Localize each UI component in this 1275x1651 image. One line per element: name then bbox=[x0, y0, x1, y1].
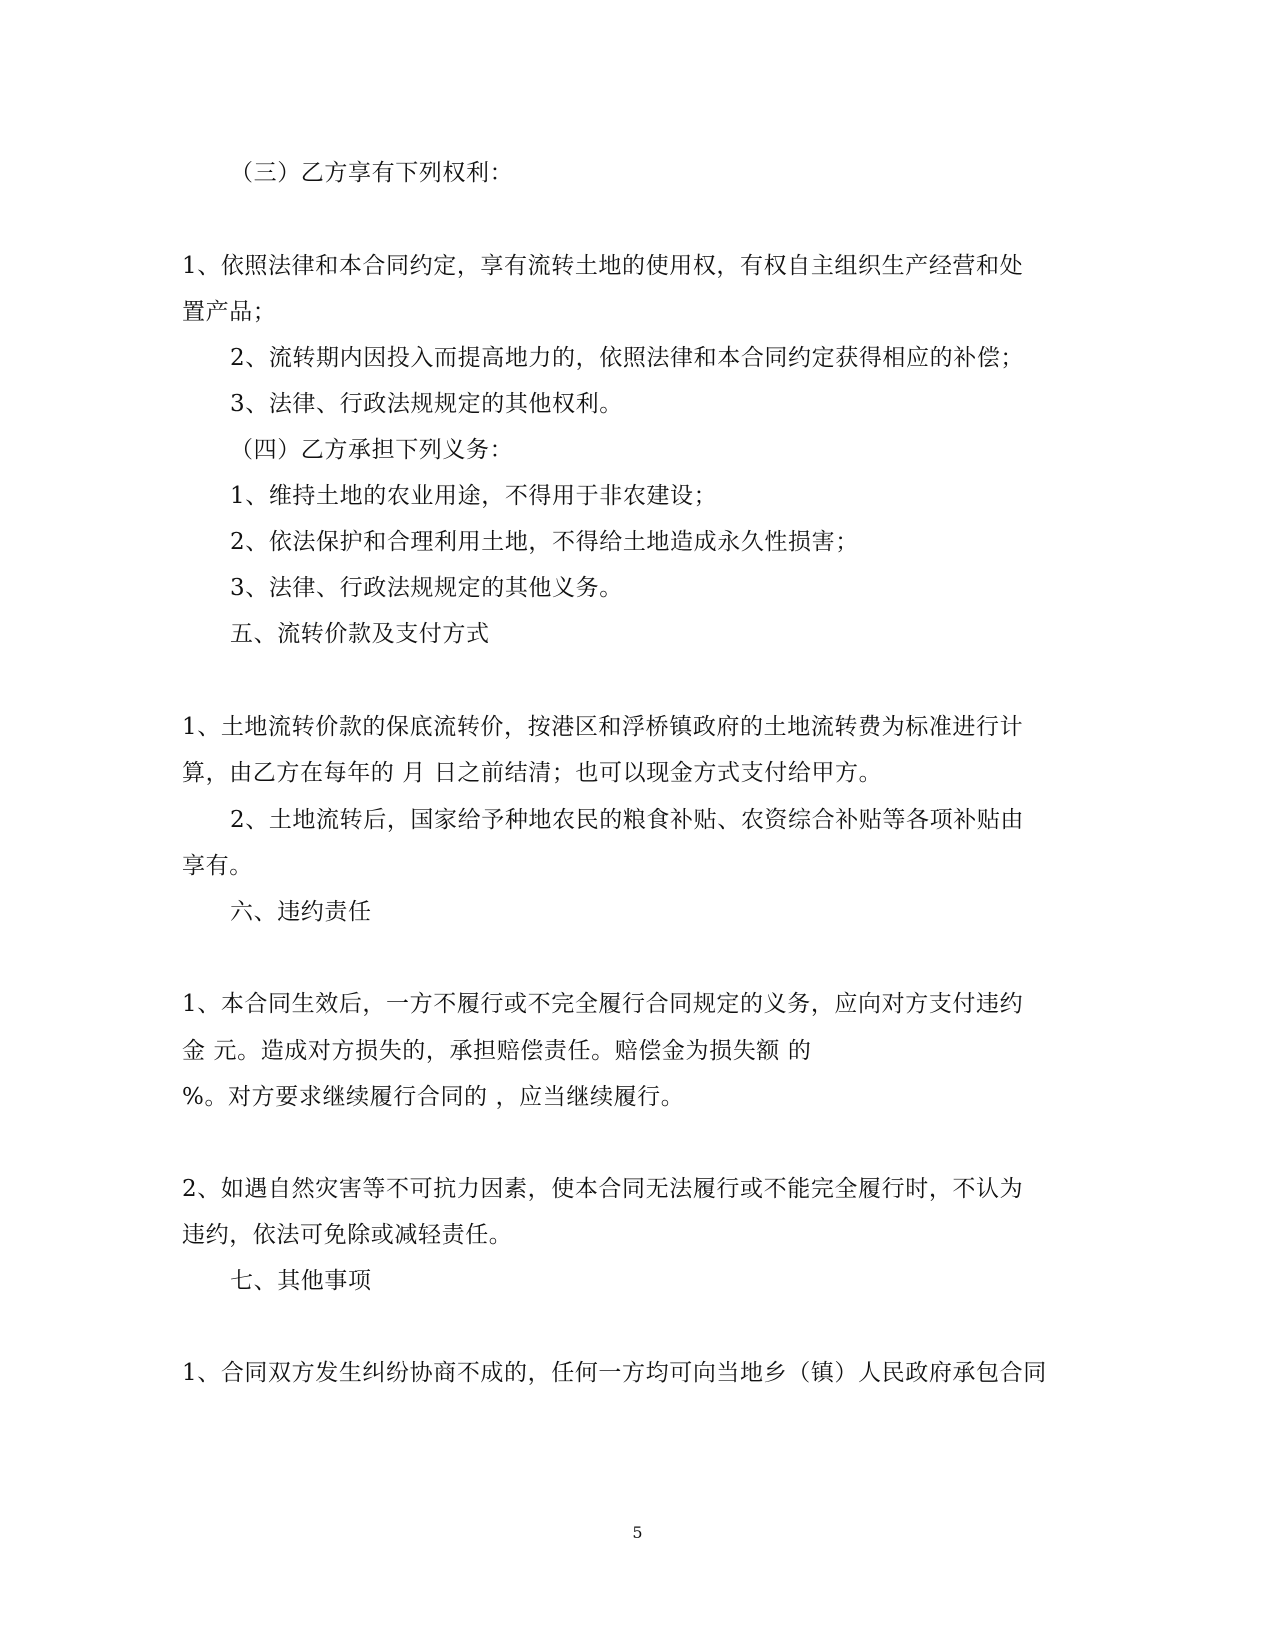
section-heading-party-b-rights: （三）乙方享有下列权利： bbox=[230, 160, 514, 186]
paragraph-line: 算，由乙方在每年的 月 日之前结清；也可以现金方式支付给甲方。 bbox=[182, 760, 883, 786]
section-heading-other-matters: 七、其他事项 bbox=[230, 1268, 372, 1294]
paragraph-line: 2、如遇自然灾害等不可抗力因素，使本合同无法履行或不能完全履行时，不认为 bbox=[182, 1176, 1024, 1202]
section-heading-price-payment: 五、流转价款及支付方式 bbox=[230, 621, 490, 647]
paragraph-line: 1、依照法律和本合同约定，享有流转土地的使用权，有权自主组织生产经营和处 bbox=[182, 253, 1024, 279]
page-number: 5 bbox=[632, 1523, 643, 1542]
paragraph-line: 1、本合同生效后，一方不履行或不完全履行合同规定的义务，应向对方支付违约 bbox=[182, 991, 1024, 1017]
paragraph-line: 享有。 bbox=[182, 853, 253, 879]
section-heading-breach-liability: 六、违约责任 bbox=[230, 899, 372, 925]
paragraph-line: 违约，依法可免除或减轻责任。 bbox=[182, 1222, 513, 1248]
paragraph-line: 金 元。造成对方损失的，承担赔偿责任。赔偿金为损失额 的 bbox=[182, 1038, 812, 1064]
paragraph-line: 1、维持土地的农业用途，不得用于非农建设； bbox=[230, 483, 718, 509]
paragraph-line: 置产品； bbox=[182, 299, 277, 325]
paragraph-line: 2、依法保护和合理利用土地，不得给土地造成永久性损害； bbox=[230, 529, 859, 555]
paragraph-line: 1、合同双方发生纠纷协商不成的，任何一方均可向当地乡（镇）人民政府承包合同 bbox=[182, 1360, 1047, 1386]
section-heading-party-b-obligations: （四）乙方承担下列义务： bbox=[230, 437, 514, 463]
paragraph-line: 2、土地流转后，国家给予种地农民的粮食补贴、农资综合补贴等各项补贴由 bbox=[230, 807, 1025, 833]
paragraph-line: 2、流转期内因投入而提高地力的，依照法律和本合同约定获得相应的补偿； bbox=[230, 345, 1025, 371]
paragraph-line: 3、法律、行政法规规定的其他义务。 bbox=[230, 575, 623, 601]
paragraph-line: %。对方要求继续履行合同的 ，应当继续履行。 bbox=[182, 1084, 685, 1110]
paragraph-line: 3、法律、行政法规规定的其他权利。 bbox=[230, 391, 623, 417]
paragraph-line: 1、土地流转价款的保底流转价，按港区和浮桥镇政府的土地流转费为标准进行计 bbox=[182, 714, 1024, 740]
